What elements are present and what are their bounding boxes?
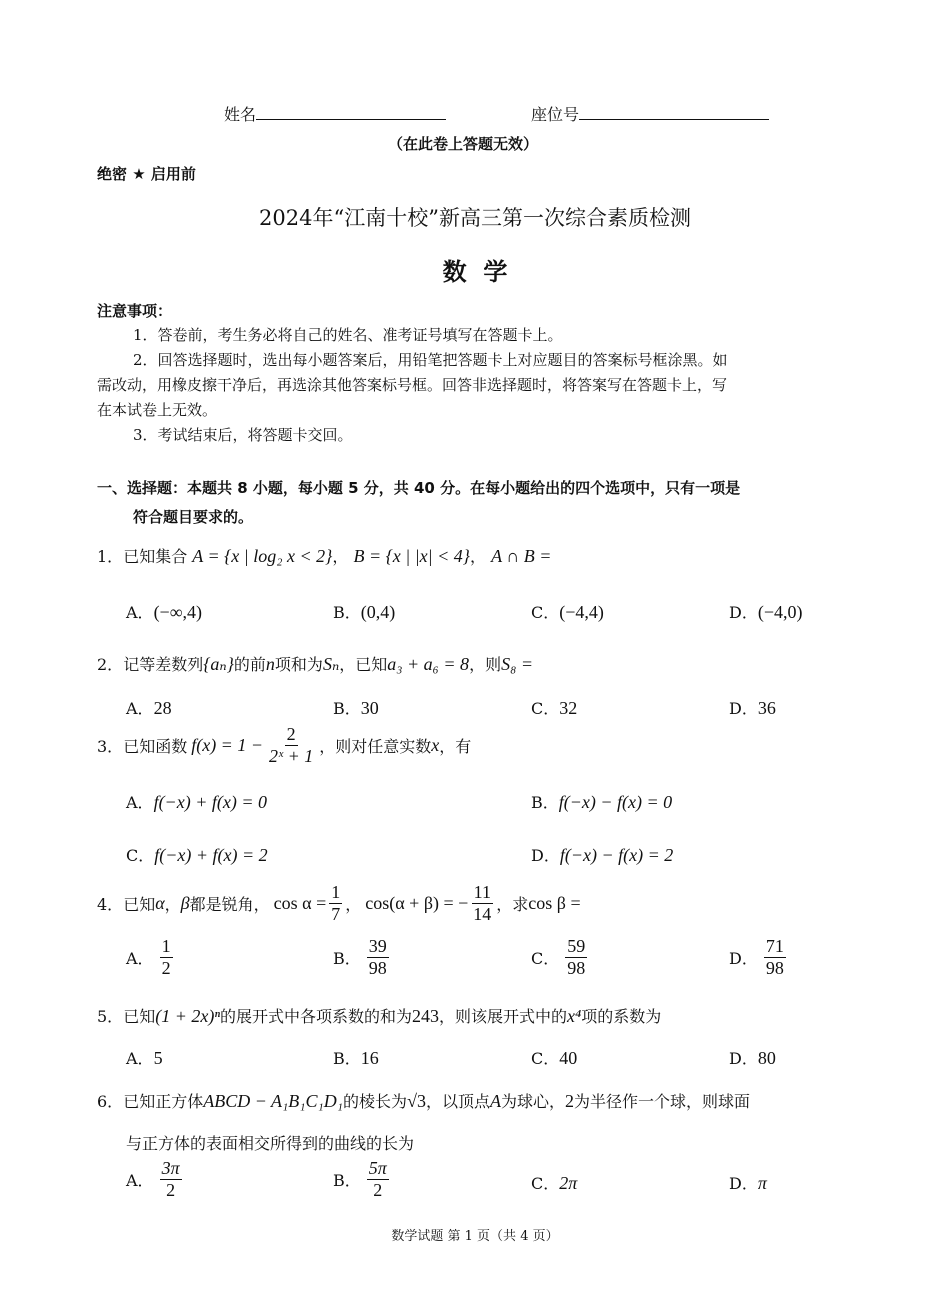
- option-value: f(−x) − f(x) = 2: [559, 845, 674, 865]
- option-label: B．: [333, 603, 361, 622]
- option-label: A．: [126, 1170, 154, 1190]
- section-heading-line-2: 符合题目要求的。: [133, 508, 254, 526]
- question-1-option-b: [333, 600, 395, 623]
- question-4-option-a: [126, 936, 173, 978]
- question-number: 5．: [97, 1007, 124, 1026]
- notice-heading: 注意事项：: [97, 302, 173, 320]
- question-number: 1．: [97, 547, 124, 566]
- notice-item-2-line-2: 需改动，用橡皮擦干净后，再选涂其他答案标号框。回答非选择题时，将答案写在答题卡上，写: [97, 376, 728, 394]
- option-value: 40: [559, 1048, 578, 1068]
- stem-text: ，已知: [339, 655, 388, 674]
- var-n: n: [265, 654, 275, 674]
- question-6-option-c: [531, 1171, 577, 1194]
- question-ask: cos β =: [528, 892, 581, 913]
- cos-alpha: cos α =: [273, 892, 327, 913]
- question-3-option-b: [531, 790, 672, 813]
- option-value: 2π: [559, 1173, 578, 1193]
- option-value: 32: [559, 698, 578, 718]
- invalid-note: （在此卷上答题无效）: [388, 135, 539, 153]
- option-fraction: [160, 936, 173, 978]
- function-fraction: [267, 724, 315, 766]
- cube-name: ABCD − A₁B₁C₁D₁: [203, 1091, 344, 1111]
- question-4-option-c: [531, 936, 587, 978]
- question-ask: A ∩ B =: [491, 546, 552, 566]
- option-value: (0,4): [360, 602, 396, 622]
- stem-text: 为半径作一个球，则球面: [573, 1092, 750, 1111]
- option-value: 28: [153, 698, 172, 718]
- option-label: A．: [126, 793, 154, 812]
- fraction-numerator: 1: [331, 882, 341, 902]
- question-5-stem: [97, 1004, 661, 1027]
- stem-text: 项和为: [274, 655, 323, 674]
- question-2-option-d: [729, 696, 776, 719]
- option-value: 16: [360, 1048, 379, 1068]
- stem-text: ，求: [496, 894, 529, 914]
- option-value: π: [757, 1173, 767, 1193]
- stem-text: 都是锐角，: [189, 894, 270, 914]
- function-def: f(x) = 1 −: [191, 734, 263, 755]
- sequence: {aₙ}: [203, 654, 234, 674]
- option-label: B．: [333, 699, 361, 718]
- option-label: B．: [531, 793, 559, 812]
- option-label: C．: [531, 948, 560, 968]
- option-label: C．: [531, 1049, 560, 1068]
- question-3-stem: [97, 724, 471, 766]
- coefficient-sum: 243: [412, 1006, 440, 1026]
- fraction-denominator: 98: [765, 957, 784, 978]
- notice-item-1: 1．答卷前，考生务必将自己的姓名、准考证号填写在答题卡上。: [133, 326, 563, 344]
- question-number: 3．: [97, 736, 124, 756]
- exam-title: 2024年“江南十校”新高三第一次综合素质检测: [259, 206, 691, 230]
- var-alpha: α: [155, 892, 165, 913]
- set-a: A = {x | log₂ x < 2}: [192, 546, 333, 566]
- question-5-option-d: [729, 1046, 776, 1069]
- stem-text: 的展开式中各项系数的和为: [220, 1007, 413, 1026]
- question-6-option-b: [333, 1158, 389, 1200]
- option-value: f(−x) + f(x) = 0: [153, 792, 267, 812]
- question-6-stem-line-1: [97, 1089, 750, 1112]
- question-1-option-d: [729, 600, 802, 623]
- option-fraction: [764, 936, 786, 978]
- fraction-numerator: 5π: [368, 1158, 387, 1178]
- option-fraction: [367, 1158, 389, 1200]
- question-3-option-d: [531, 843, 673, 866]
- option-value: 30: [360, 698, 379, 718]
- stem-text: ，有: [439, 736, 472, 756]
- option-value: (−4,0): [757, 602, 803, 622]
- stem-text: ，则该展开式中的: [439, 1007, 568, 1026]
- fraction-denominator: 2: [166, 1179, 176, 1200]
- stem-text: ，: [345, 894, 362, 914]
- fraction-denominator: 2ˣ + 1: [268, 745, 314, 766]
- stem-text: ，以顶点: [425, 1092, 490, 1111]
- binomial-expression: (1 + 2x)ⁿ: [155, 1006, 220, 1026]
- fraction-numerator: 39: [368, 936, 387, 956]
- separator: ，: [332, 547, 349, 566]
- option-label: A．: [126, 948, 154, 968]
- option-label: D．: [729, 1174, 758, 1193]
- question-4-option-d: [729, 936, 786, 978]
- option-label: D．: [729, 699, 758, 718]
- option-label: D．: [729, 603, 758, 622]
- fraction-denominator: 2: [161, 957, 171, 978]
- stem-text: 已知正方体: [123, 1092, 204, 1111]
- option-value: f(−x) + f(x) = 2: [154, 845, 268, 865]
- cos-alpha-plus-beta: cos(α + β) = −: [365, 892, 469, 913]
- question-2-option-a: [126, 696, 172, 719]
- question-2-option-b: [333, 696, 379, 719]
- stem-text: ，则: [469, 655, 502, 674]
- question-5-option-c: [531, 1046, 577, 1069]
- notice-item-2-line-1: 2．回答选择题时，选出每小题答案后，用铅笔把答题卡上对应题目的答案标号框涂黑。如: [133, 351, 728, 369]
- question-number: 4．: [97, 894, 124, 914]
- question-1-option-a: [126, 600, 202, 623]
- set-b: B = {x | |x| < 4}: [353, 546, 470, 566]
- option-fraction: [367, 936, 389, 978]
- fraction-denominator: 2: [373, 1179, 383, 1200]
- sum-sn: Sₙ: [322, 654, 340, 674]
- option-label: B．: [333, 1170, 361, 1190]
- seat-blank-line: [579, 103, 769, 120]
- question-6-stem-line-2: 与正方体的表面相交所得到的曲线的长为: [126, 1134, 415, 1153]
- stem-text: ，则对任意实数: [319, 736, 432, 756]
- option-label: D．: [729, 1049, 758, 1068]
- seat-label: 座位号: [531, 105, 580, 124]
- option-label: D．: [729, 948, 758, 968]
- fraction-numerator: 1: [161, 936, 171, 956]
- option-label: A．: [126, 1049, 154, 1068]
- option-value: (−∞,4): [153, 602, 203, 622]
- stem-text: 已知: [123, 894, 156, 914]
- question-1-option-c: [531, 600, 604, 623]
- option-label: C．: [531, 699, 560, 718]
- var-beta: β: [180, 892, 190, 913]
- question-2-option-c: [531, 696, 577, 719]
- var-x: x: [431, 734, 440, 755]
- option-label: C．: [531, 1174, 560, 1193]
- stem-text: 项的系数为: [581, 1007, 662, 1026]
- target-term: x⁴: [567, 1006, 582, 1026]
- question-3-option-c: [126, 843, 268, 866]
- question-ask: S₈ =: [501, 654, 533, 674]
- option-value: 80: [757, 1048, 776, 1068]
- question-number: 6．: [97, 1092, 124, 1111]
- radius: 2: [564, 1091, 574, 1111]
- question-6-option-a: [126, 1158, 182, 1200]
- question-6-option-d: [729, 1171, 767, 1194]
- question-4-stem: [97, 882, 581, 924]
- page-footer: 数学试题 第 1 页（共 4 页）: [391, 1229, 559, 1244]
- question-5-option-a: [126, 1046, 163, 1069]
- option-value: f(−x) − f(x) = 0: [558, 792, 673, 812]
- notice-item-2-line-3: 在本试卷上无效。: [97, 401, 218, 419]
- option-value: (−4,4): [559, 602, 604, 622]
- cos-alpha-fraction: [329, 882, 342, 924]
- stem-text: 记等差数列: [123, 655, 204, 674]
- fraction-numerator: 2: [286, 724, 296, 744]
- edge-length: √3: [407, 1091, 426, 1111]
- notice-item-3: 3．考试结束后，将答题卡交回。: [133, 426, 353, 444]
- fraction-denominator: 98: [567, 957, 586, 978]
- fraction-numerator: 71: [765, 936, 784, 956]
- name-field: [224, 102, 446, 125]
- separator: ，: [469, 547, 486, 566]
- option-label: A．: [126, 603, 154, 622]
- subject-title: 数 学: [442, 258, 508, 286]
- fraction-numerator: 11: [473, 882, 491, 902]
- option-fraction: [565, 936, 587, 978]
- stem-text: 的前: [233, 655, 266, 674]
- stem-text: 已知集合: [123, 547, 188, 566]
- stem-text: ，: [164, 894, 181, 914]
- option-fraction: [160, 1158, 182, 1200]
- option-value: 36: [757, 698, 776, 718]
- cos-alpha-plus-beta-fraction: [471, 882, 493, 924]
- stem-text: 已知: [123, 1007, 156, 1026]
- option-label: A．: [126, 699, 154, 718]
- fraction-denominator: 14: [473, 903, 492, 924]
- option-label: C．: [531, 603, 560, 622]
- name-label: 姓名: [224, 105, 257, 124]
- question-number: 2．: [97, 655, 124, 674]
- fraction-numerator: 59: [567, 936, 586, 956]
- stem-text: 已知函数: [123, 736, 188, 756]
- question-3-option-a: [126, 790, 267, 813]
- fraction-numerator: 3π: [161, 1158, 180, 1178]
- secret-mark: 绝密 ★ 启用前: [97, 165, 196, 183]
- condition: a₃ + a₆ = 8: [387, 654, 470, 674]
- seat-field: [531, 102, 769, 125]
- option-label: D．: [531, 846, 560, 865]
- vertex-a: A: [489, 1091, 501, 1111]
- question-5-option-b: [333, 1046, 379, 1069]
- question-4-option-b: [333, 936, 389, 978]
- option-value: 5: [153, 1048, 163, 1068]
- option-label: B．: [333, 948, 361, 968]
- question-2-stem: [97, 652, 533, 675]
- option-label: B．: [333, 1049, 361, 1068]
- question-1-stem: [97, 544, 551, 567]
- fraction-denominator: 98: [368, 957, 387, 978]
- name-blank-line: [256, 103, 446, 120]
- section-heading-line-1: 一、选择题：本题共 8 小题，每小题 5 分，共 40 分。在每小题给出的四个选项中，只有一项是: [97, 479, 741, 497]
- fraction-denominator: 7: [331, 903, 341, 924]
- option-label: C．: [126, 846, 155, 865]
- stem-text: 为球心，: [500, 1092, 565, 1111]
- stem-text: 的棱长为: [343, 1092, 408, 1111]
